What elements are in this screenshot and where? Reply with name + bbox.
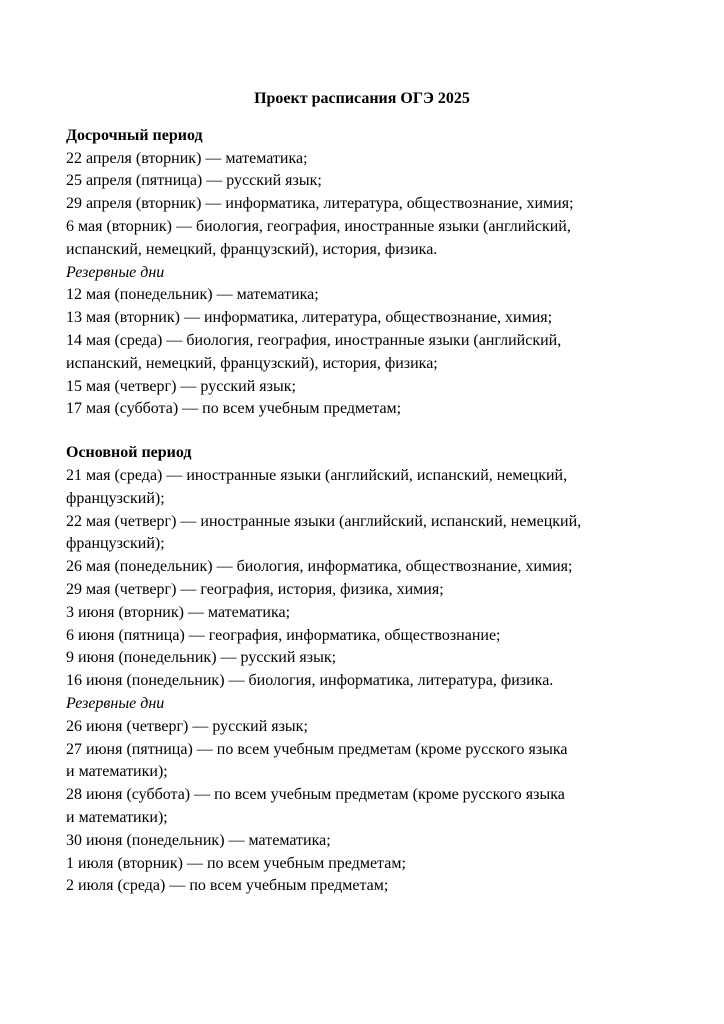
reserve-days-label <box>66 262 658 285</box>
entry-line: 21 мая (среда) — иностранные языки (английский, испанский, немецкий, <box>66 466 568 484</box>
schedule-entry <box>66 193 658 216</box>
entry-line: 15 мая (четверг) — русский язык; <box>66 377 296 395</box>
entry-line: 22 мая (четверг) — иностранные языки (английский, испанский, немецкий, <box>66 512 582 530</box>
entry-line: 14 мая (среда) — биология, география, иностранные языки (английский, <box>66 331 562 349</box>
entry-line: испанский, немецкий, французский), история, физика; <box>66 354 438 372</box>
entry-line: 17 мая (суббота) — по всем учебным предметам; <box>66 400 402 418</box>
schedule-entry <box>66 853 658 876</box>
schedule-section <box>66 442 658 898</box>
entry-line: Резервные дни <box>66 694 165 712</box>
entry-line: 30 июня (понедельник) — математика; <box>66 831 331 849</box>
entry-line: и математики); <box>66 763 168 781</box>
schedule-entry <box>66 148 658 171</box>
schedule-entry <box>66 330 658 376</box>
entry-line: 6 мая (вторник) — биология, география, иностранные языки (английский, <box>66 217 571 235</box>
entry-line: 25 апреля (пятница) — русский язык; <box>66 172 322 190</box>
section-heading: Досрочный период <box>66 126 203 144</box>
entry-line: 1 июля (вторник) — по всем учебным предметам; <box>66 854 406 872</box>
schedule-entry <box>66 398 658 421</box>
entry-line: французский); <box>66 489 165 507</box>
entry-line: 2 июля (среда) — по всем учебным предметам; <box>66 877 389 895</box>
schedule-entry <box>66 284 658 307</box>
entry-line: и математики); <box>66 808 168 826</box>
schedule-entry <box>66 602 658 625</box>
entry-line: 6 июня (пятница) — география, информатика, обществознание; <box>66 626 501 644</box>
schedule-entry <box>66 465 658 511</box>
entry-line: 28 июня (суббота) — по всем учебным предметам (кроме русского языка <box>66 786 565 804</box>
entry-line: 3 июня (вторник) — математика; <box>66 603 291 621</box>
reserve-days-label <box>66 693 658 716</box>
schedule-entry <box>66 307 658 330</box>
schedule-entry <box>66 579 658 602</box>
schedule-entry <box>66 830 658 853</box>
schedule-entry <box>66 784 658 830</box>
schedule-entry <box>66 216 658 262</box>
entry-line: 22 апреля (вторник) — математика; <box>66 149 308 167</box>
entry-line: Резервные дни <box>66 263 165 281</box>
schedule-entry <box>66 716 658 739</box>
entry-line: 26 июня (четверг) — русский язык; <box>66 717 308 735</box>
entry-line: 12 мая (понедельник) — математика; <box>66 286 319 304</box>
document-title: Проект расписания ОГЭ 2025 <box>254 90 470 107</box>
entry-line: французский); <box>66 535 165 553</box>
entry-line: 13 мая (вторник) — информатика, литература, обществознание, химия; <box>66 309 553 327</box>
schedule-entry <box>66 556 658 579</box>
entry-line: 16 июня (понедельник) — биология, информатика, литература, физика. <box>66 672 554 690</box>
schedule-entry <box>66 625 658 648</box>
entry-line: 26 мая (понедельник) — биология, информатика, обществознание, химия; <box>66 558 573 576</box>
schedule-entry <box>66 875 658 898</box>
schedule-entry <box>66 376 658 399</box>
schedule-entry <box>66 647 658 670</box>
entry-line: 29 мая (четверг) — география, история, физика, химия; <box>66 580 444 598</box>
entry-line: 9 июня (понедельник) — русский язык; <box>66 649 337 667</box>
document-body <box>66 125 658 898</box>
section-heading: Основной период <box>66 444 192 462</box>
entry-line: 27 июня (пятница) — по всем учебным предметам (кроме русского языка <box>66 740 568 758</box>
schedule-entry <box>66 170 658 193</box>
schedule-entry <box>66 739 658 785</box>
schedule-entry <box>66 670 658 693</box>
entry-line: 29 апреля (вторник) — информатика, литература, обществознание, химия; <box>66 195 574 213</box>
schedule-section <box>66 125 658 421</box>
schedule-entry <box>66 511 658 557</box>
entry-line: испанский, немецкий, французский), история, физика. <box>66 240 438 258</box>
